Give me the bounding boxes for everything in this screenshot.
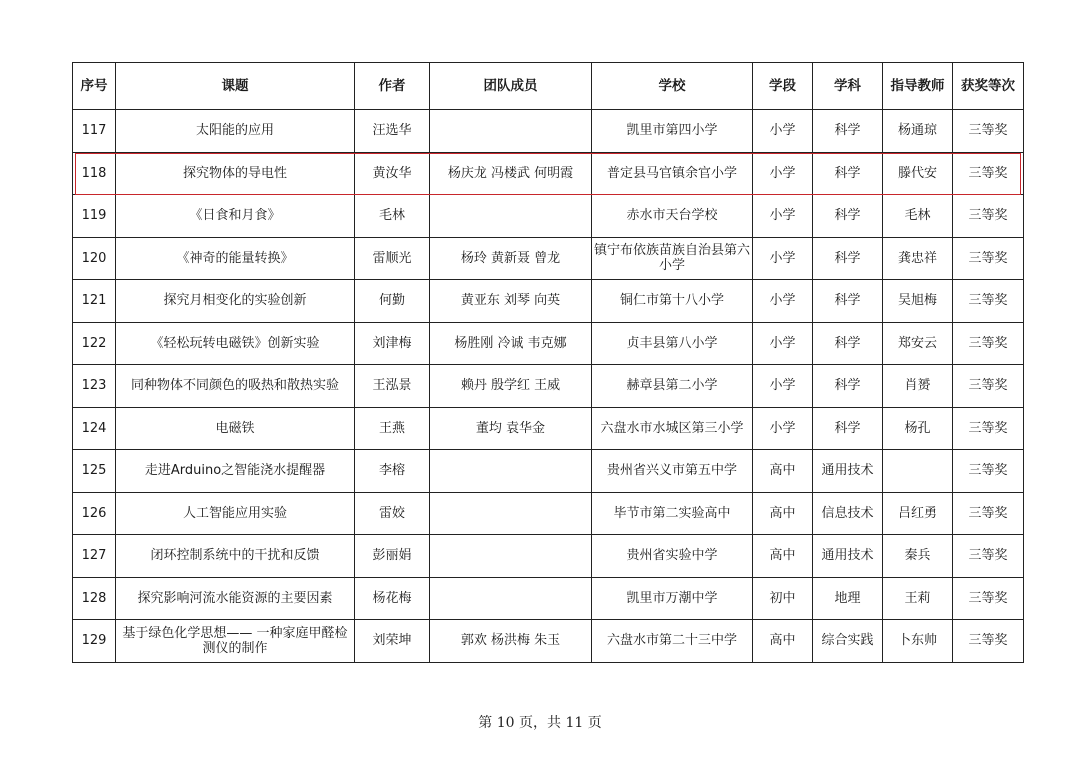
row-number: 123 [73, 365, 116, 408]
school-cell: 贞丰县第八小学 [592, 322, 753, 365]
author-cell: 杨花梅 [355, 577, 430, 620]
stage-cell: 小学 [753, 322, 813, 365]
table-row [73, 492, 1024, 535]
advisor-cell: 龚忠祥 [883, 237, 953, 280]
row-number: 119 [73, 195, 116, 238]
stage-cell: 小学 [753, 195, 813, 238]
column-header: 学校 [592, 63, 753, 110]
team-members-cell [430, 535, 592, 578]
school-cell: 毕节市第二实验高中 [592, 492, 753, 535]
school-cell: 赫章县第二小学 [592, 365, 753, 408]
column-header: 获奖等次 [953, 63, 1024, 110]
table-row [73, 322, 1024, 365]
table-row [73, 280, 1024, 323]
advisor-cell: 郑安云 [883, 322, 953, 365]
team-members-cell [430, 195, 592, 238]
stage-cell: 高中 [753, 450, 813, 493]
subject-cell: 科学 [813, 322, 883, 365]
awards-table [72, 62, 1024, 663]
topic-cell: 走进Arduino之智能浇水提醒器 [116, 450, 355, 493]
column-header: 作者 [355, 63, 430, 110]
advisor-cell: 杨通琼 [883, 110, 953, 153]
school-cell: 贵州省兴义市第五中学 [592, 450, 753, 493]
row-number: 118 [73, 152, 116, 195]
author-cell: 雷姣 [355, 492, 430, 535]
school-cell: 铜仁市第十八小学 [592, 280, 753, 323]
row-number: 117 [73, 110, 116, 153]
award-cell: 三等奖 [953, 280, 1024, 323]
school-cell: 六盘水市第二十三中学 [592, 620, 753, 663]
stage-cell: 小学 [753, 237, 813, 280]
table-header-row [73, 63, 1024, 110]
subject-cell: 科学 [813, 365, 883, 408]
column-header: 学段 [753, 63, 813, 110]
row-number: 121 [73, 280, 116, 323]
award-cell: 三等奖 [953, 450, 1024, 493]
table-row [73, 577, 1024, 620]
advisor-cell [883, 450, 953, 493]
column-header: 学科 [813, 63, 883, 110]
stage-cell: 高中 [753, 535, 813, 578]
team-members-cell: 黄亚东 刘琴 向英 [430, 280, 592, 323]
table-row [73, 110, 1024, 153]
author-cell: 何勤 [355, 280, 430, 323]
page-footer: 第 10 页，共 11 页 [478, 715, 602, 731]
table-row [73, 450, 1024, 493]
team-members-cell [430, 577, 592, 620]
team-members-cell [430, 450, 592, 493]
row-number: 124 [73, 407, 116, 450]
stage-cell: 小学 [753, 152, 813, 195]
team-members-cell [430, 110, 592, 153]
stage-cell: 高中 [753, 492, 813, 535]
team-members-cell: 杨胜刚 冷诚 韦克娜 [430, 322, 592, 365]
advisor-cell: 肖赟 [883, 365, 953, 408]
advisor-cell: 毛林 [883, 195, 953, 238]
subject-cell: 科学 [813, 110, 883, 153]
award-cell: 三等奖 [953, 492, 1024, 535]
column-header: 团队成员 [430, 63, 592, 110]
subject-cell: 科学 [813, 195, 883, 238]
advisor-cell: 吕红勇 [883, 492, 953, 535]
stage-cell: 高中 [753, 620, 813, 663]
topic-cell: 《日食和月食》 [116, 195, 355, 238]
author-cell: 汪选华 [355, 110, 430, 153]
award-cell: 三等奖 [953, 237, 1024, 280]
subject-cell: 科学 [813, 152, 883, 195]
award-cell: 三等奖 [953, 152, 1024, 195]
topic-cell: 人工智能应用实验 [116, 492, 355, 535]
row-number: 126 [73, 492, 116, 535]
team-members-cell [430, 492, 592, 535]
row-number: 122 [73, 322, 116, 365]
team-members-cell: 杨庆龙 冯楼武 何明霞 [430, 152, 592, 195]
advisor-cell: 滕代安 [883, 152, 953, 195]
author-cell: 王泓景 [355, 365, 430, 408]
row-number: 125 [73, 450, 116, 493]
advisor-cell: 吴旭梅 [883, 280, 953, 323]
school-cell: 赤水市天台学校 [592, 195, 753, 238]
topic-cell: 探究影响河流水能资源的主要因素 [116, 577, 355, 620]
subject-cell: 科学 [813, 407, 883, 450]
award-cell: 三等奖 [953, 407, 1024, 450]
team-members-cell: 赖丹 殷学红 王威 [430, 365, 592, 408]
row-number: 127 [73, 535, 116, 578]
team-members-cell: 杨玲 黄新聂 曾龙 [430, 237, 592, 280]
advisor-cell: 秦兵 [883, 535, 953, 578]
award-cell: 三等奖 [953, 110, 1024, 153]
author-cell: 王燕 [355, 407, 430, 450]
author-cell: 李榕 [355, 450, 430, 493]
award-cell: 三等奖 [953, 577, 1024, 620]
team-members-cell: 董均 袁华金 [430, 407, 592, 450]
school-cell: 六盘水市水城区第三小学 [592, 407, 753, 450]
table-row [73, 535, 1024, 578]
table-row [73, 195, 1024, 238]
author-cell: 毛林 [355, 195, 430, 238]
award-cell: 三等奖 [953, 535, 1024, 578]
row-number: 120 [73, 237, 116, 280]
topic-cell: 《轻松玩转电磁铁》创新实验 [116, 322, 355, 365]
advisor-cell: 王莉 [883, 577, 953, 620]
table-row [73, 237, 1024, 280]
subject-cell: 信息技术 [813, 492, 883, 535]
topic-cell: 电磁铁 [116, 407, 355, 450]
school-cell: 贵州省实验中学 [592, 535, 753, 578]
school-cell: 凯里市万潮中学 [592, 577, 753, 620]
column-header: 序号 [73, 63, 116, 110]
author-cell: 雷顺光 [355, 237, 430, 280]
award-cell: 三等奖 [953, 365, 1024, 408]
advisor-cell: 杨孔 [883, 407, 953, 450]
row-number: 128 [73, 577, 116, 620]
subject-cell: 通用技术 [813, 450, 883, 493]
author-cell: 彭丽娟 [355, 535, 430, 578]
stage-cell: 小学 [753, 365, 813, 408]
subject-cell: 综合实践 [813, 620, 883, 663]
topic-cell: 基于绿色化学思想—— 一种家庭甲醛检测仪的制作 [116, 620, 355, 663]
table-row [73, 407, 1024, 450]
author-cell: 刘荣坤 [355, 620, 430, 663]
stage-cell: 小学 [753, 110, 813, 153]
author-cell: 黄汝华 [355, 152, 430, 195]
column-header: 课题 [116, 63, 355, 110]
school-cell: 凯里市第四小学 [592, 110, 753, 153]
advisor-cell: 卜东帅 [883, 620, 953, 663]
column-header: 指导教师 [883, 63, 953, 110]
stage-cell: 小学 [753, 280, 813, 323]
school-cell: 镇宁布依族苗族自治县第六小学 [592, 237, 753, 280]
award-cell: 三等奖 [953, 620, 1024, 663]
school-cell: 普定县马官镇余官小学 [592, 152, 753, 195]
row-number: 129 [73, 620, 116, 663]
author-cell: 刘津梅 [355, 322, 430, 365]
topic-cell: 《神奇的能量转换》 [116, 237, 355, 280]
topic-cell: 探究月相变化的实验创新 [116, 280, 355, 323]
table-row [73, 365, 1024, 408]
topic-cell: 太阳能的应用 [116, 110, 355, 153]
topic-cell: 闭环控制系统中的干扰和反馈 [116, 535, 355, 578]
table-row [73, 620, 1024, 663]
table-row [73, 152, 1024, 195]
stage-cell: 小学 [753, 407, 813, 450]
topic-cell: 同种物体不同颜色的吸热和散热实验 [116, 365, 355, 408]
subject-cell: 科学 [813, 237, 883, 280]
award-cell: 三等奖 [953, 322, 1024, 365]
topic-cell: 探究物体的导电性 [116, 152, 355, 195]
table-body [73, 110, 1024, 663]
team-members-cell: 郭欢 杨洪梅 朱玉 [430, 620, 592, 663]
subject-cell: 通用技术 [813, 535, 883, 578]
award-cell: 三等奖 [953, 195, 1024, 238]
subject-cell: 地理 [813, 577, 883, 620]
stage-cell: 初中 [753, 577, 813, 620]
subject-cell: 科学 [813, 280, 883, 323]
